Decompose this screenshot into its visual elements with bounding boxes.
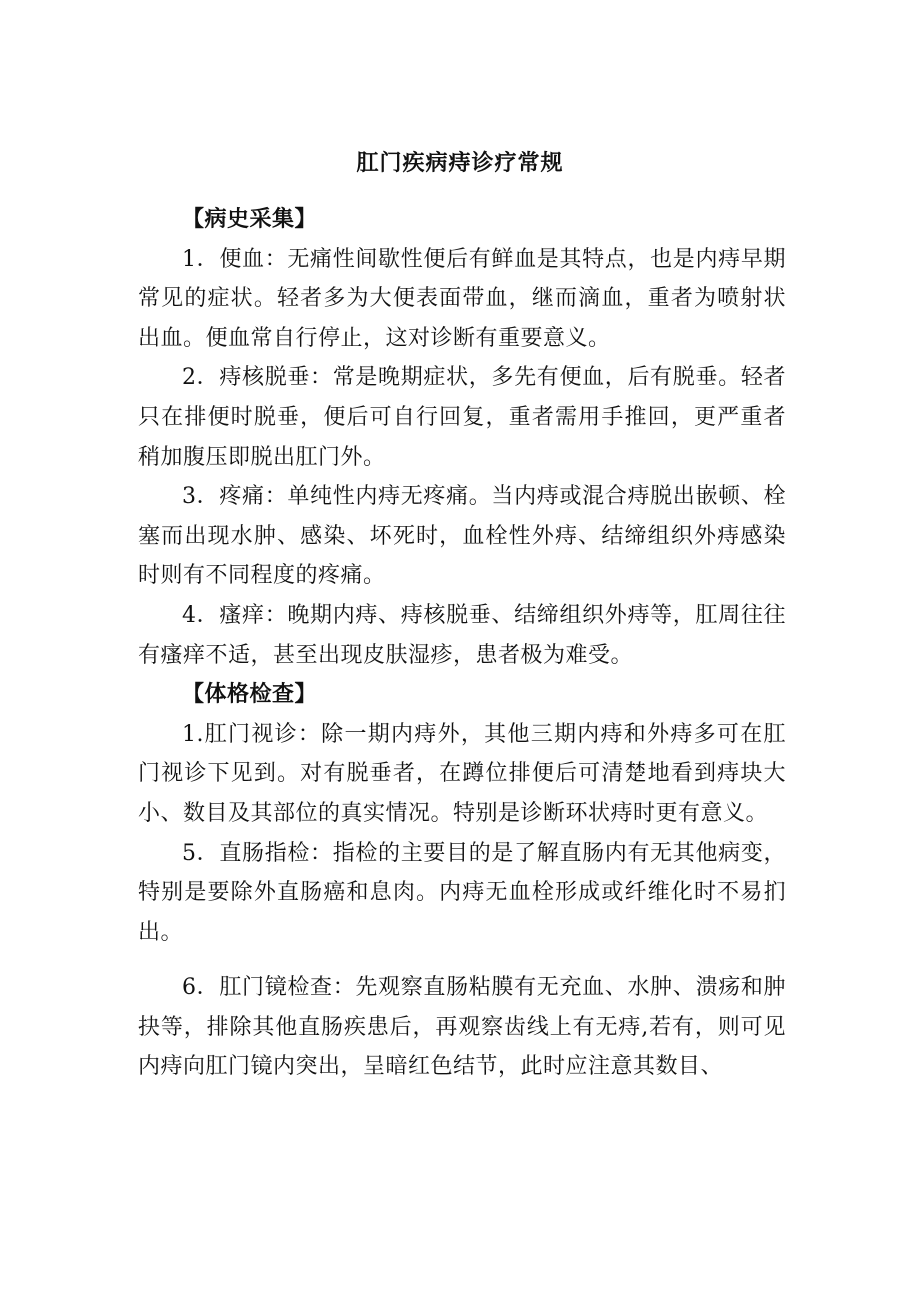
section-heading-history: 【病史采集】 — [182, 206, 318, 232]
paragraph-digital-rectal-exam: 5．直肠指检：指检的主要目的是了解直肠内有无其他病变，特别是要除外直肠癌和息肉。内痔无血栓形成或纤维化时不易扪出。 — [138, 840, 786, 945]
paragraph-pain: 3．疼痛：单纯性内痔无疼痛。当内痔或混合痔脱出嵌顿、栓塞而出现水肿、感染、坏死时，血栓性外痔、结缔组织外痔感染时则有不同程度的疼痛。 — [138, 484, 786, 589]
paragraph-prolapse: 2．痔核脱垂：常是晚期症状，多先有便血，后有脱垂。轻者只在排便时脱垂，便后可自行回复，重者需用手推回，更严重者稍加腹压即脱出肛门外。 — [138, 365, 786, 470]
paragraph-anoscopy: 6．肛门镜检查：先观察直肠粘膜有无充血、水肿、溃疡和肿抉等，排除其他直肠疾患后，再观察齿线上有无痔,若有，则可见内痔向肛门镜内突出，呈暗红色结节，此时应注意其数目、 — [138, 975, 786, 1080]
paragraph-bleeding: 1．便血：无痛性间歇性便后有鲜血是其特点，也是内痔早期常见的症状。轻者多为大便表面带血，继而滴血，重者为喷射状出血。便血常自行停止，这对诊断有重要意义。 — [138, 246, 786, 351]
document-title: 肛门疾病痔诊疗常规 — [356, 150, 564, 176]
paragraph-itching: 4．瘙痒：晚期内痔、痔核脱垂、结缔组织外痔等，肛周往往有瘙痒不适，甚至出现皮肤湿疹，患者极为难受。 — [138, 602, 786, 668]
document-body — [138, 200, 786, 1087]
paragraph-visual-inspection: 1.肛门视诊：除一期内痔外，其他三期内痔和外痔多可在肛门视诊下见到。对有脱垂者，在蹲位排便后可清楚地看到痔块大小、数目及其部位的真实情况。特别是诊断环状痔时更有意义。 — [138, 721, 786, 826]
section-heading-exam: 【体格检查】 — [182, 681, 318, 708]
